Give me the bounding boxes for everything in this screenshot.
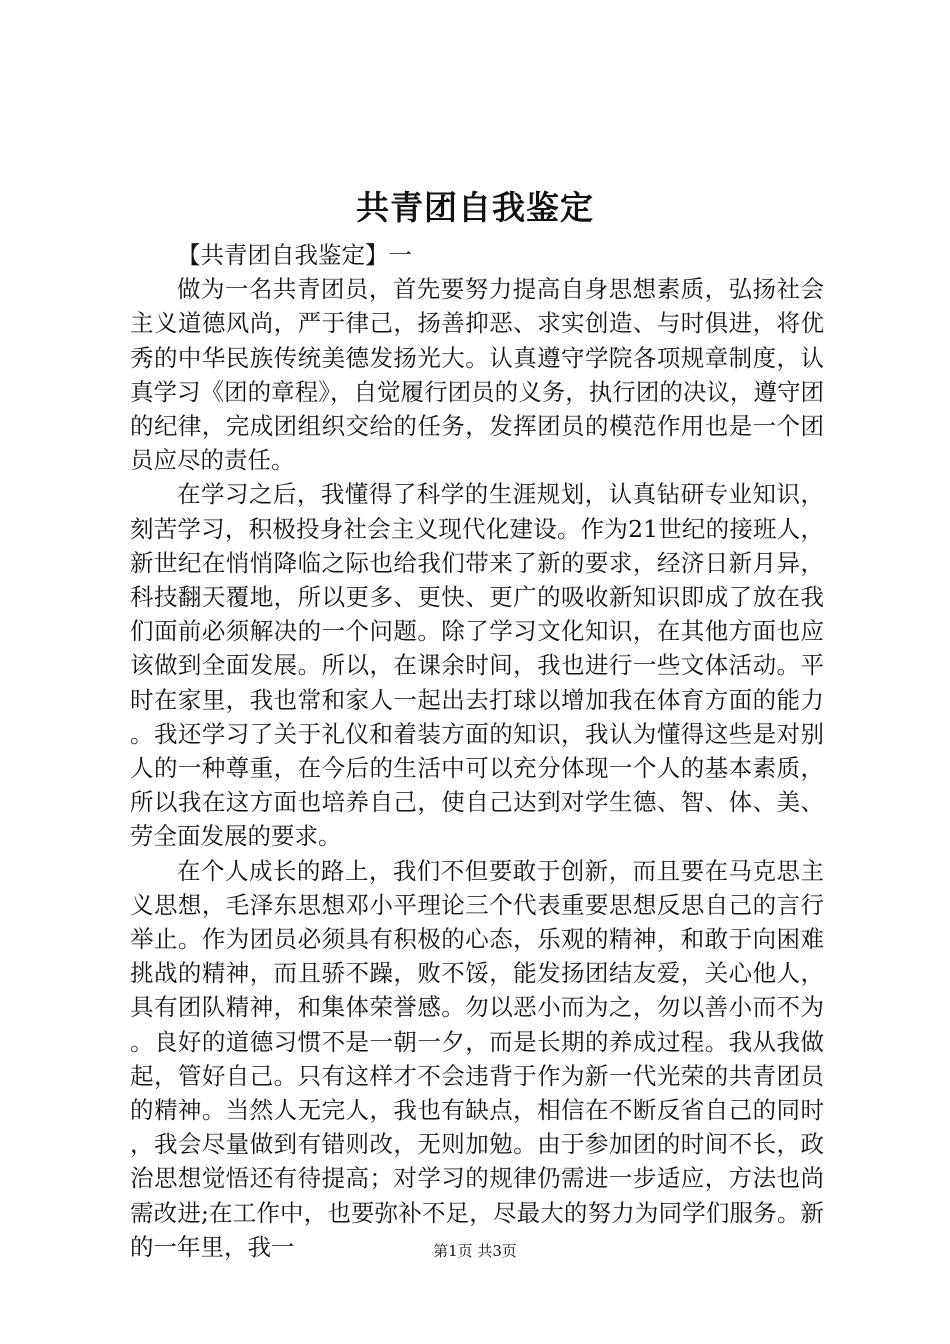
body-paragraph: 在个人成长的路上，我们不但要敢于创新，而且要在马克思主义思想，毛泽东思想邓小平理论三个代表重要思想反思自己的言行举止。作为团员必须具有积极的心态，乐观的精神，和敢于向困难挑战的精神，而且骄不躁，败不馁，能发扬团结友爱，关心他人，具有团队精神，和集体荣誉感。勿以恶小而为之，勿以善小而不为。良好的道德习惯不是一朝一夕，而是长期的养成过程。我从我做起，管好自己。只有这样才不会违背于作为新一代光荣的共青团员的精神。当然人无完人，我也有缺点，相信在不断反省自己的同时，我会尽量做到有错则改，无则加勉。由于参加团的时间不长，政治思想觉悟还有待提高；对学习的规律仍需进一步适应，方法也尚需改进;在工作中，也要弥补不足，尽最大的努力为同学们服务。新的一年里，我一 (130, 856, 824, 1261)
section-heading: 【共青团自我鉴定】一 (177, 241, 412, 269)
body-paragraph: 做为一名共青团员，首先要努力提高自身思想素质，弘扬社会主义道德风尚，严于律己，扬善抑恶、求实创造、与时俱进，将优秀的中华民族传统美德发扬光大。认真遵守学院各项规章制度，认真学习《团的章程》，自觉履行团员的义务，执行团的决议，遵守团的纪律，完成团组织交给的任务，发挥团员的模范作用也是一个团员应尽的责任。 (130, 275, 824, 475)
page-footer: 第1页 共3页 (433, 1242, 517, 1260)
document-title: 共青团自我鉴定 (356, 188, 594, 227)
document-body (130, 238, 824, 1264)
body-paragraph: 在学习之后，我懂得了科学的生涯规划，认真钻研专业知识，刻苦学习，积极投身社会主义现代化建设。作为21世纪的接班人，新世纪在悄悄降临之际也给我们带来了新的要求，经济日新月异，科技翻天覆地，所以更多、更快、更广的吸收新知识即成了放在我们面前必须解决的一个问题。除了学习文化知识，在其他方面也应该做到全面发展。所以，在课余时间，我也进行一些文体活动。平时在家里，我也常和家人一起出去打球以增加我在体育方面的能力。我还学习了关于礼仪和着装方面的知识，我认为懂得这些是对别人的一种尊重，在今后的生活中可以充分体现一个人的基本素质，所以我在这方面也培养自己，使自己达到对学生德、智、体、美、劳全面发展的要求。 (130, 480, 824, 851)
